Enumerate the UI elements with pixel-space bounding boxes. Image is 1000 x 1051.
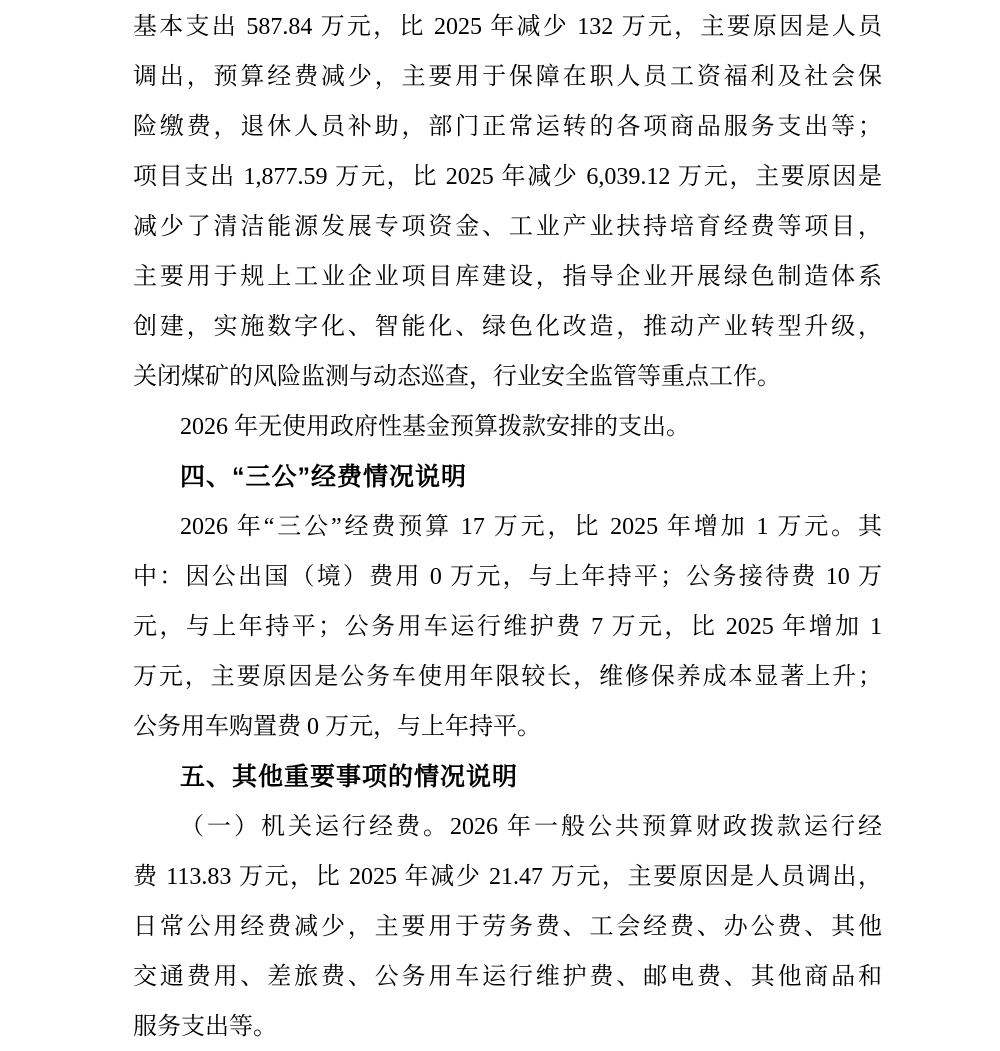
paragraph-line: 2026 年“三公”经费预算 17 万元，比 2025 年增加 1 万元。其 xyxy=(180,514,882,540)
document-text-column xyxy=(133,2,882,1051)
paragraph-line: 险缴费，退休人员补助，部门正常运转的各项商品服务支出等； xyxy=(133,114,882,140)
paragraph-line: 创建，实施数字化、智能化、绿色化改造，推动产业转型升级， xyxy=(133,314,882,340)
paragraph-line: 2026 年无使用政府性基金预算拨款安排的支出。 xyxy=(180,414,690,440)
paragraph-line: 公务用车购置费 0 万元，与上年持平。 xyxy=(133,714,541,740)
paragraph-line: 日常公用经费减少，主要用于劳务费、工会经费、办公费、其他 xyxy=(133,914,882,940)
paragraph-line: 中：因公出国（境）费用 0 万元，与上年持平；公务接待费 10 万 xyxy=(133,564,882,590)
paragraph-line: 元，与上年持平；公务用车运行维护费 7 万元，比 2025 年增加 1 xyxy=(133,614,882,640)
paragraph-line: 项目支出 1,877.59 万元，比 2025 年减少 6,039.12 万元，主要原因是 xyxy=(133,164,882,190)
heading-section-four: 四、“三公”经费情况说明 xyxy=(180,463,468,491)
paragraph-line: 交通费用、差旅费、公务用车运行维护费、邮电费、其他商品和 xyxy=(133,964,882,990)
paragraph-line: 服务支出等。 xyxy=(133,1014,277,1040)
paragraph-line: 费 113.83 万元，比 2025 年减少 21.47 万元，主要原因是人员调出， xyxy=(133,864,882,890)
paragraph-line: 减少了清洁能源发展专项资金、工业产业扶持培育经费等项目， xyxy=(133,214,882,240)
paragraph-line: 调出，预算经费减少，主要用于保障在职人员工资福利及社会保 xyxy=(133,64,882,90)
paragraph-line: 基本支出 587.84 万元，比 2025 年减少 132 万元，主要原因是人员 xyxy=(133,14,882,40)
paragraph-line: 万元，主要原因是公务车使用年限较长，维修保养成本显著上升； xyxy=(133,664,882,690)
paragraph-line: 主要用于规上工业企业项目库建设，指导企业开展绿色制造体系 xyxy=(133,264,882,290)
paragraph-line: （一）机关运行经费。2026 年一般公共预算财政拨款运行经 xyxy=(180,814,882,840)
heading-section-five: 五、其他重要事项的情况说明 xyxy=(180,763,519,791)
paragraph-line: 关闭煤矿的风险监测与动态巡查，行业安全监管等重点工作。 xyxy=(133,364,781,390)
